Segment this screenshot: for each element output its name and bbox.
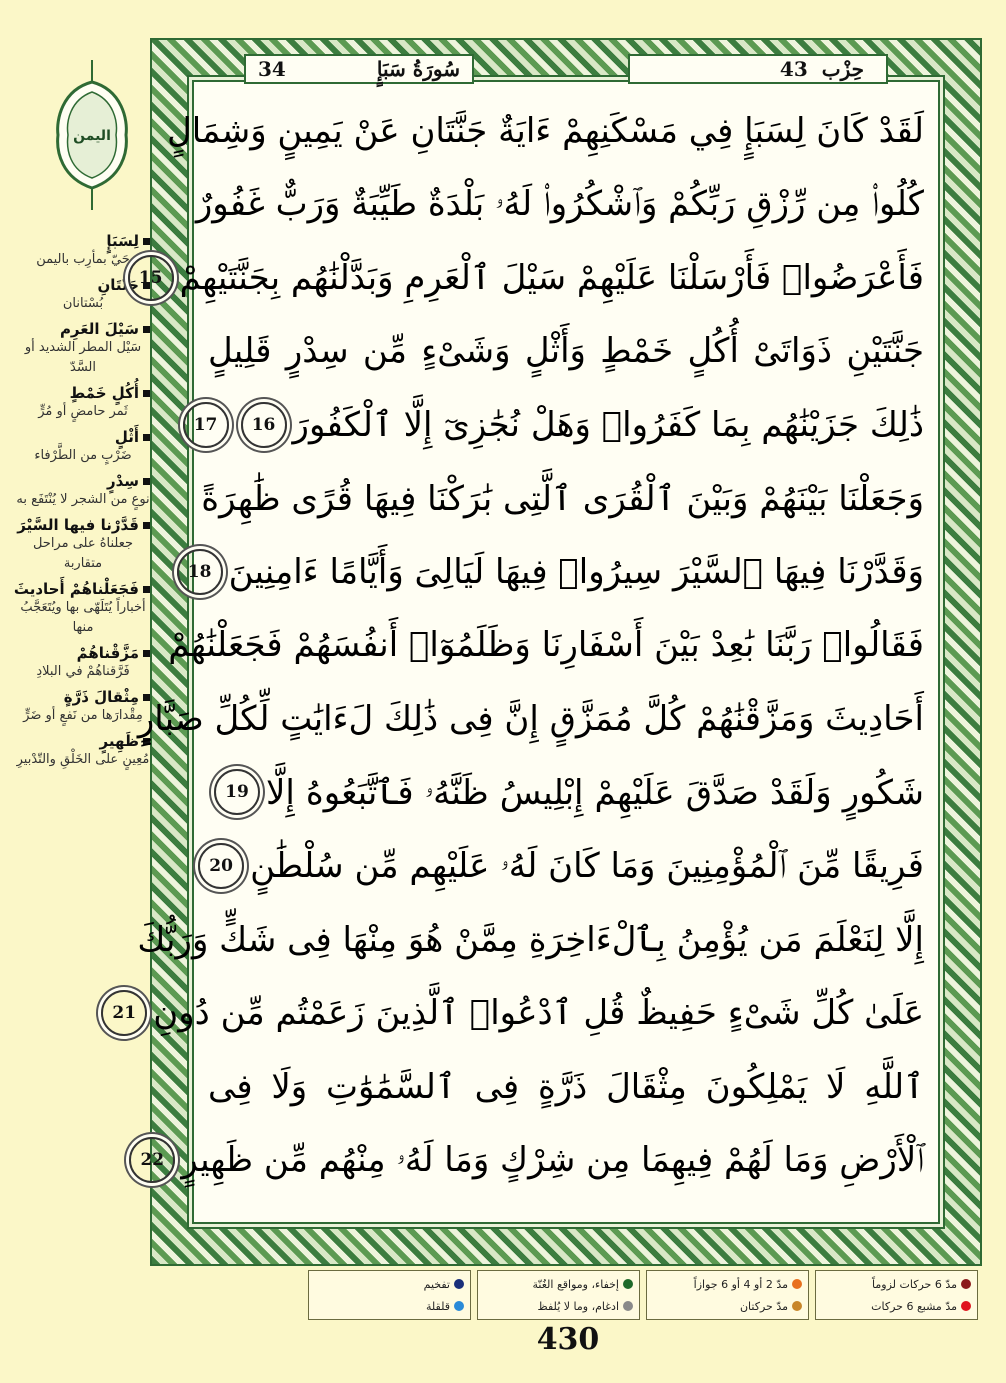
legend-item [484, 1278, 633, 1291]
legend-box [646, 1270, 809, 1320]
glossary-word [8, 644, 150, 662]
glossary-entry [8, 732, 150, 770]
surah-number: 34 [258, 57, 286, 81]
legend-item [315, 1300, 464, 1313]
color-dot-icon [623, 1301, 633, 1311]
glossary-word-text: مَزَّقْناهُمْ [76, 644, 139, 662]
glossary-definition: حَيّ بمأرِب باليمن [36, 252, 130, 267]
legend-box [308, 1270, 471, 1320]
glossary-word-text: لِسَبَإٍ [106, 232, 139, 250]
verse-line [201, 462, 924, 536]
verse-text: عَلَىٰ كُلِّ شَىْءٍ حَفِيظٌ قُلِ ٱدْعُوا۟ ٱلَّذِينَ زَعَمْتُم مِّن دُونِ [153, 993, 924, 1034]
ayah-number-marker: 15 [128, 255, 174, 301]
verse-panel [112, 57, 940, 1224]
glossary-entry [8, 644, 150, 682]
glossary-word-text: سَيْلَ العَرِم [59, 320, 139, 338]
color-dot-icon [961, 1279, 971, 1289]
glossary-word [8, 384, 150, 402]
verse-text: كُلُوا۟ مِن رِّزْقِ رَبِّكُمْ وَٱشْكُرُوا۟ لَهُۥ بَلْدَةٌ طَيِّبَةٌ وَرَبٌّ غَفُورٌ [195, 184, 924, 225]
color-dot-icon [792, 1301, 802, 1311]
legend-label: تفخيم [423, 1277, 450, 1291]
legend-item [484, 1300, 633, 1313]
verse-line [208, 315, 924, 389]
glossary-entry [8, 516, 150, 574]
ayah-number-marker: 18 [177, 549, 223, 595]
glossary-entry [8, 688, 150, 726]
glossary-entry [8, 472, 150, 510]
verse-lines [112, 94, 924, 1197]
glossary-definition: مُعِينٍ على الخَلْقِ والتّدْبيرِ [16, 752, 150, 767]
verse-line [208, 756, 924, 830]
verse-text: إِلَّا لِنَعْلَمَ مَن يُؤْمِنُ بِٱلْءَاخِرَةِ مِمَّنْ هُوَ مِنْهَا فِى شَكٍّ وَرَبُّكَ [137, 919, 924, 960]
glossary-definition: سَيْل المطر الشديد أو السَّدّ [24, 340, 142, 375]
glossary-word-text: ظَهِيرٍ [99, 732, 139, 750]
glossary-definition: أخباراً يُتَلَهّى بها ويُتَعَجَّبُ منها [20, 600, 146, 635]
glossary-word [8, 688, 150, 706]
legend-item [653, 1278, 802, 1291]
glossary-word-text: سِدْرٍ [106, 472, 139, 490]
glossary-definition: جعلناهُ على مراحل متقاربة [32, 536, 134, 571]
legend-item [822, 1300, 971, 1313]
glossary-entry [8, 384, 150, 422]
color-dot-icon [454, 1301, 464, 1311]
surah-name: سُورَةُ سَبَإٍ [376, 57, 460, 81]
verse-text: فَقَالُوا۟ رَبَّنَا بَٰعِدْ بَيْنَ أَسْفَارِنَا وَظَلَمُوٓا۟ أَنفُسَهُمْ فَجَعَلْنَٰهُمْ [168, 625, 924, 666]
glossary-definition: نوعٍ من الشجر لا يُنْتَفَع به [16, 492, 150, 507]
verse-text: ٱلْأَرْضِ وَمَا لَهُمْ فِيهِمَا مِن شِرْكٍ وَمَا لَهُۥ مِنْهُم مِّن ظَهِيرٍ [181, 1139, 924, 1180]
verse-line [138, 241, 924, 315]
emblem-label: اليمن [73, 128, 111, 144]
glossary-word [8, 516, 150, 534]
glossary-word [8, 472, 150, 490]
legend-label: قلقلة [425, 1299, 450, 1313]
glossary-definition: ضَرْبٍ من الطَّرْفاء [34, 448, 132, 463]
verse-text: لَقَدْ كَانَ لِسَبَإٍ فِي مَسْكَنِهِمْ ءَايَةٌ جَنَّتَانِ عَنْ يَمِينٍ وَشِمَالٍ [166, 110, 924, 151]
page-number: 430 [536, 1322, 600, 1357]
verse-line [137, 682, 924, 756]
verse-line [195, 168, 924, 242]
verse-line [137, 903, 924, 977]
ayah-number-marker: 22 [129, 1137, 175, 1183]
glossary-definition: بُسْتانان [62, 296, 104, 311]
legend-label: إخفاء، ومواقع الغُنّة [532, 1277, 619, 1291]
verse-text: وَجَعَلْنَا بَيْنَهُمْ وَبَيْنَ ٱلْقُرَى ٱلَّتِى بَٰرَكْنَا فِيهَا قُرًى ظَٰهِرَةً [201, 478, 924, 519]
glossary-entry [8, 232, 150, 270]
legend-label: مدّ مشبع 6 حركات [871, 1299, 957, 1313]
color-dot-icon [792, 1279, 802, 1289]
page-frame [112, 38, 982, 1266]
juz-emblem-ornament [52, 60, 132, 210]
glossary-word [8, 320, 150, 338]
hizb-number: 43 [779, 57, 808, 81]
legend-label: مدّ حركتان [739, 1299, 788, 1313]
glossary-word-text: أَثْلٍ [114, 428, 139, 446]
verse-text: ذَٰلِكَ جَزَيْنَٰهُم بِمَا كَفَرُوا۟ وَهَلْ نُجَٰزِىٓ إِلَّا ٱلْكَفُورَ [292, 405, 924, 446]
verse-line [208, 829, 924, 903]
verse-line [193, 388, 924, 462]
glossary-word-text: جَنَّتَانِ [97, 276, 139, 294]
verse-text: جَنَّتَيْنِ ذَوَاتَىْ أُكُلٍ خَمْطٍ وَأَثْلٍ وَشَىْءٍ مِّن سِدْرٍ قَلِيلٍ [208, 331, 924, 372]
verse-line [208, 1050, 924, 1124]
legend-item [822, 1278, 971, 1291]
glossary-word-text: أُكُلٍ خَمْطٍ [69, 384, 139, 402]
legend-item [653, 1300, 802, 1313]
verse-line [166, 94, 924, 168]
verse-text: فَرِيقًا مِّنَ ٱلْمُؤْمِنِينَ وَمَا كَانَ لَهُۥ عَلَيْهِم مِّن سُلْطَٰنٍ [250, 845, 924, 886]
ayah-number-marker: 16 [241, 402, 287, 448]
glossary-entry [8, 580, 150, 638]
verse-text: فَأَعْرَضُوا۟ فَأَرْسَلْنَا عَلَيْهِمْ سَيْلَ ٱلْعَرِمِ وَبَدَّلْنَٰهُم بِجَنَّتَيْهِمْ [179, 258, 924, 299]
ayah-number-marker: 21 [101, 990, 147, 1036]
legend-item [315, 1278, 464, 1291]
legend-label: مدّ 6 حركات لزوماً [872, 1277, 957, 1291]
ayah-number-marker: 19 [214, 769, 260, 815]
hizb-header [628, 54, 888, 84]
glossary-definition: ثَمر حامضٍ أو مُرٍّ [38, 404, 128, 419]
glossary-word-text: فَجَعَلْناهُمْ أَحاديثَ [13, 580, 139, 598]
ayah-number-marker: 20 [198, 843, 244, 889]
glossary-margin [8, 232, 150, 776]
verse-line [168, 609, 924, 683]
hizb-label: حِزْب [821, 57, 864, 81]
verse-text: وَقَدَّرْنَا فِيهَا ٱلسَّيْرَ سِيرُوا۟ فِيهَا لَيَالِىَ وَأَيَّامًا ءَامِنِينَ [228, 551, 924, 592]
color-dot-icon [961, 1301, 971, 1311]
glossary-word [8, 232, 150, 250]
glossary-definition: فَرَّقناهُمْ في البلادِ [36, 664, 130, 679]
surah-header [244, 54, 474, 84]
verse-line [187, 535, 924, 609]
legend-box [815, 1270, 978, 1320]
verse-line [140, 1123, 924, 1197]
glossary-word-text: قَدَّرْنا فيها السَّيْرَ [17, 516, 139, 534]
ayah-number-marker: 17 [183, 402, 229, 448]
verse-line [112, 976, 924, 1050]
glossary-entry [8, 320, 150, 378]
color-dot-icon [454, 1279, 464, 1289]
verse-text: أَحَادِيثَ وَمَزَّقْنَٰهُمْ كُلَّ مُمَزَّقٍ إِنَّ فِى ذَٰلِكَ لَءَايَٰتٍ لِّكُلِّ صَبَّارٍ [137, 698, 924, 739]
glossary-word [8, 580, 150, 598]
glossary-word [8, 428, 150, 446]
legend-box [477, 1270, 640, 1320]
glossary-word [8, 732, 150, 750]
color-dot-icon [623, 1279, 633, 1289]
glossary-entry [8, 428, 150, 466]
glossary-word-text: مِثْقالَ ذَرَّةٍ [63, 688, 139, 706]
tajweed-legend [308, 1270, 978, 1320]
verse-text: ٱللَّهِ لَا يَمْلِكُونَ مِثْقَالَ ذَرَّةٍ فِى ٱلسَّمَٰوَٰتِ وَلَا فِى [208, 1066, 924, 1107]
legend-label: ادغام، وما لا يُلفظ [537, 1299, 619, 1313]
legend-label: مدّ 2 أو 4 أو 6 جوازاً [693, 1277, 788, 1291]
verse-text: شَكُورٍ وَلَقَدْ صَدَّقَ عَلَيْهِمْ إِبْلِيسُ ظَنَّهُۥ فَٱتَّبَعُوهُ إِلَّا [266, 772, 924, 813]
glossary-definition: مِقْدارَها من نَفعٍ أو ضَرٍّ [23, 708, 143, 723]
